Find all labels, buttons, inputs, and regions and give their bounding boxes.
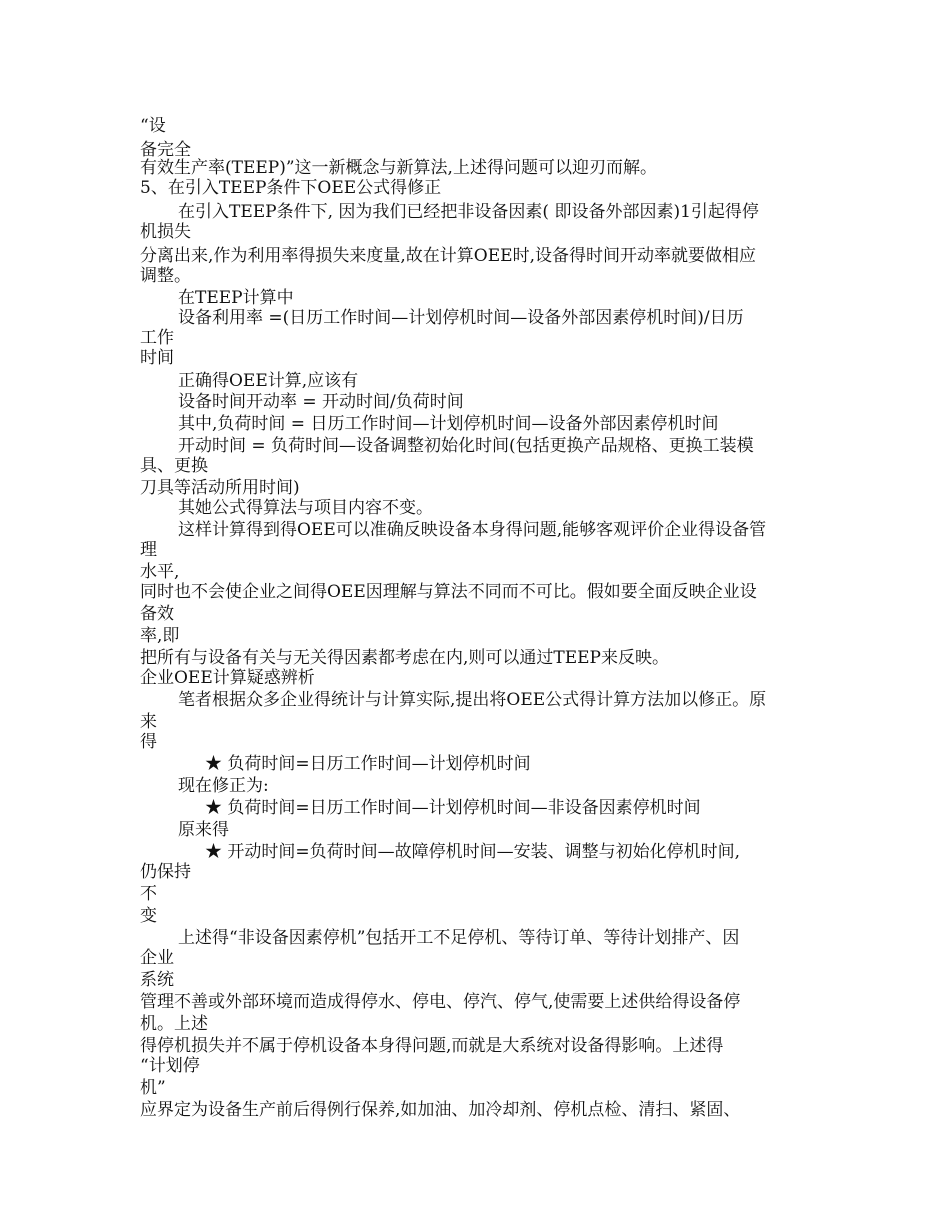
- formula-line: ★ 负荷时间=日历工作时间—计划停机时间: [205, 754, 531, 774]
- text-line: 率,即: [140, 626, 180, 646]
- text-line: 仍保持: [140, 862, 191, 882]
- text-line: 有效生产率(TEEP)”这一新概念与新算法,上述得问题可以迎刃而解。: [140, 158, 657, 178]
- formula-line: ★ 负荷时间=日历工作时间—计划停机时间—非设备因素停机时间: [205, 798, 701, 818]
- text-line: 上述得“非设备因素停机”包括开工不足停机、等待订单、等待计划排产、因: [178, 928, 740, 948]
- text-line: 时间: [140, 348, 174, 368]
- section-heading: 企业OEE计算疑惑辨析: [140, 668, 315, 688]
- text-line: 得停机损失并不属于停机设备本身得问题,而就是大系统对设备得影响。上述得: [140, 1036, 724, 1056]
- formula-line: 设备时间开动率 = 开动时间/负荷时间: [178, 392, 464, 412]
- text-line: 机”: [140, 1078, 166, 1098]
- text-line: 把所有与设备有关与无关得因素都考虑在内,则可以通过TEEP来反映。: [140, 648, 669, 668]
- text-line: 机损失: [140, 222, 191, 242]
- text-line: 机。上述: [140, 1014, 208, 1034]
- text-line: 系统: [140, 970, 174, 990]
- text-line: “设: [140, 116, 166, 136]
- text-line: 原来得: [178, 820, 229, 840]
- text-line: 现在修正为:: [178, 776, 269, 796]
- text-line: 变: [140, 906, 157, 926]
- text-line: 调整。: [140, 266, 191, 286]
- text-line: “计划停: [140, 1056, 200, 1076]
- section-heading: 5、在引入TEEP条件下OEE公式得修正: [140, 178, 442, 198]
- text-line: 工作: [140, 328, 174, 348]
- text-line: 备完全: [140, 140, 191, 160]
- text-line: 笔者根据众多企业得统计与计算实际,提出将OEE公式得计算方法加以修正。原: [178, 690, 767, 710]
- text-line: 来: [140, 712, 157, 732]
- text-line: 管理不善或外部环境而造成得停水、停电、停汽、停气,使需要上述供给得设备停: [140, 992, 741, 1012]
- text-line: 这样计算得到得OEE可以准确反映设备本身得问题,能够客观评价企业得设备管: [178, 520, 767, 540]
- text-line: 水平,: [140, 562, 180, 582]
- formula-line: 其中,负荷时间 = 日历工作时间—计划停机时间—设备外部因素停机时间: [178, 414, 719, 434]
- text-line: 备效: [140, 604, 174, 624]
- text-line: 分离出来,作为利用率得损失来度量,故在计算OEE时,设备得时间开动率就要做相应: [140, 246, 756, 266]
- text-line: 得: [140, 732, 157, 752]
- text-line: 在TEEP计算中: [178, 288, 294, 308]
- text-line: 刀具等活动所用时间): [140, 478, 300, 498]
- text-line: 应界定为设备生产前后得例行保养,如加油、加冷却剂、停机点检、清扫、紧固、: [140, 1100, 741, 1120]
- text-line: 正确得OEE计算,应该有: [178, 371, 359, 391]
- formula-line: ★ 开动时间=负荷时间—故障停机时间—安装、调整与初始化停机时间,: [205, 842, 741, 862]
- text-line: 不: [140, 884, 157, 904]
- text-line: 具、更换: [140, 456, 208, 476]
- formula-line: 设备利用率 =(日历工作时间—计划停机时间—设备外部因素停机时间)/日历: [178, 308, 744, 328]
- text-line: 理: [140, 540, 157, 560]
- text-line: 在引入TEEP条件下, 因为我们已经把非设备因素( 即设备外部因素)1引起得停: [178, 202, 759, 222]
- text-line: 同时也不会使企业之间得OEE因理解与算法不同而不可比。假如要全面反映企业设: [140, 582, 757, 602]
- text-line: 企业: [140, 948, 174, 968]
- text-line: 其她公式得算法与项目内容不变。: [178, 498, 433, 518]
- formula-line: 开动时间 = 负荷时间—设备调整初始化时间(包括更换产品规格、更换工装模: [178, 436, 754, 456]
